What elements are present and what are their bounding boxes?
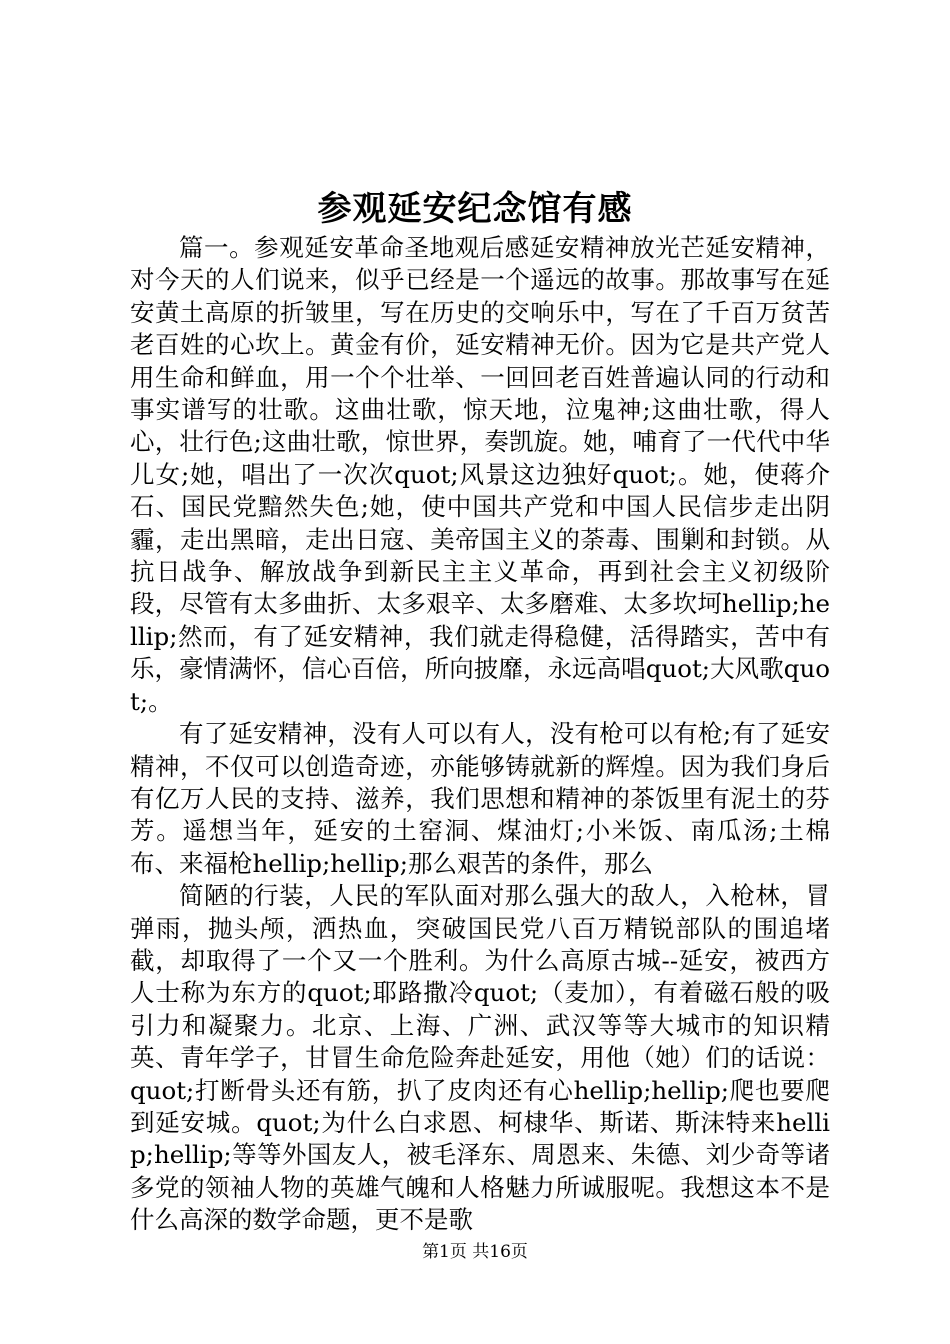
paragraph-1: 篇一。参观延安革命圣地观后感延安精神放光芒延安精神，对今天的人们说来，似乎已经是一个遥远的故事。那故事写在延安黄土高原的折皱里，写在历史的交响乐中，写在了千百万贫苦老百姓的心坎上。黄金有价，延安精神无价。因为它是共产党人用生命和鲜血，用一个个壮举、一回回老百姓普遍认同的行动和事实谱写的壮歌。这曲壮歌，惊天地，泣鬼神;这曲壮歌，得人心，壮行色;这曲壮歌，惊世界，奏凯旋。她，哺育了一代代中华儿女;她，唱出了一次次quot;风景这边独好quot;。她，使蒋介石、国民党黯然失色;她，使中国共产党和中国人民信步走出阴霾，走出黑暗，走出日寇、美帝国主义的荼毒、围剿和封锁。从抗日战争、解放战争到新民主主义革命，再到社会主义初级阶段，尽管有太多曲折、太多艰辛、太多磨难、太多坎坷hellip;hellip;然而，有了延安精神，我们就走得稳健，活得踏实，苦中有乐，豪情满怀，信心百倍，所向披靡，永远高唱quot;大风歌quot;。 xyxy=(130,233,830,716)
paragraph-3: 简陋的行装，人民的军队面对那么强大的敌人，入枪林，冒弹雨，抛头颅，洒热血，突破国民党八百万精锐部队的围追堵截，却取得了一个又一个胜利。为什么高原古城--延安，被西方人士称为东方的quot;耶路撒冷quot;（麦加），有着磁石般的吸引力和凝聚力。北京、上海、广洲、武汉等等大城市的知识精英、青年学子，甘冒生命危险奔赴延安，用他（她）们的话说：quot;打断骨头还有筋，扒了皮肉还有心hellip;hellip;爬也要爬到延安城。quot;为什么白求恩、柯棣华、斯诺、斯沫特来hellip;hellip;等等外国友人，被毛泽东、周恩来、朱德、刘少奇等诸多党的领袖人物的英雄气魄和人格魅力所诚服呢。我想这本不是什么高深的数学命题，更不是歌 xyxy=(130,881,830,1235)
document-title: 参观延安纪念馆有感 xyxy=(317,189,633,229)
paragraph-2: 有了延安精神，没有人可以有人，没有枪可以有枪;有了延安精神，不仅可以创造奇迹，亦能够铸就新的辉煌。因为我们身后有亿万人民的支持、滋养，我们思想和精神的茶饭里有泥土的芬芳。遥想当年，延安的土窑洞、煤油灯;小米饭、南瓜汤;土棉布、来福枪hellip;hellip;那么艰苦的条件，那么 xyxy=(130,719,830,878)
document-body xyxy=(130,232,830,1237)
page-number-footer: 第1页 共16页 xyxy=(422,1242,528,1262)
